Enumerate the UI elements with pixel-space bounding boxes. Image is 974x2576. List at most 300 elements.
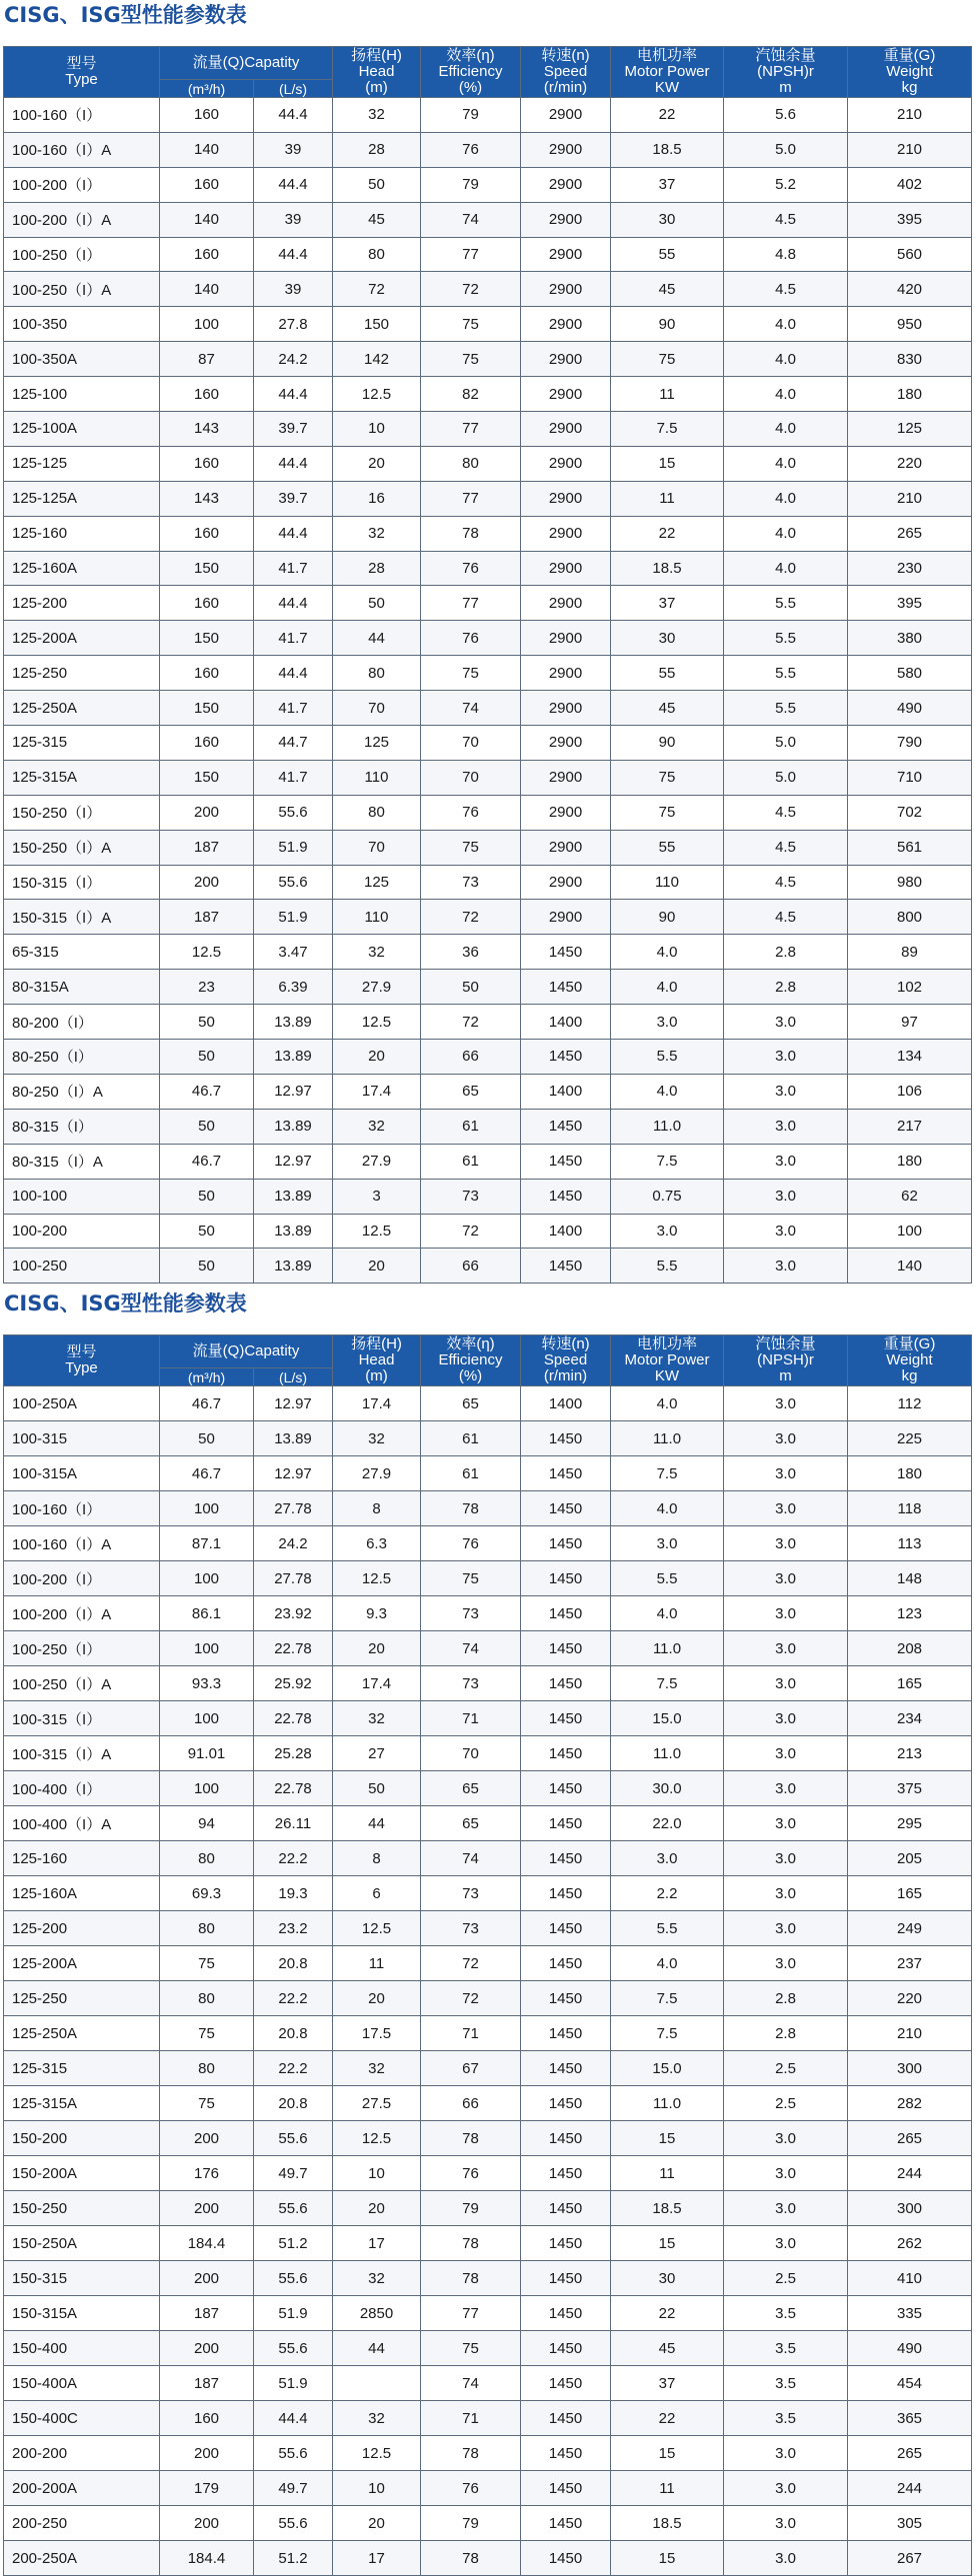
- cell-head: 6: [333, 1876, 421, 1911]
- cell-power: 15: [611, 2541, 724, 2576]
- cell-npsh: 3.0: [724, 1631, 848, 1666]
- cell-npsh: 5.5: [724, 621, 848, 656]
- cell-efficiency: 50: [421, 970, 521, 1005]
- cell-flow-ls: 23.92: [254, 1596, 333, 1631]
- cell-type: 100-400（I）A: [4, 1806, 160, 1841]
- cell-type: 125-100: [4, 377, 160, 412]
- cell-efficiency: 71: [421, 2016, 521, 2051]
- cell-weight: 335: [848, 2296, 972, 2331]
- col-header-head: 扬程(H) Head (m): [333, 1335, 421, 1386]
- cell-type: 125-250: [4, 1981, 160, 2016]
- cell-weight: 148: [848, 1561, 972, 1596]
- cell-flow-m3h: 184.4: [160, 2226, 254, 2261]
- cell-flow-ls: 13.89: [254, 1005, 333, 1040]
- cell-flow-m3h: 143: [160, 412, 254, 447]
- cell-weight: 410: [848, 2261, 972, 2296]
- cell-flow-ls: 44.7: [254, 726, 333, 761]
- cell-npsh: 2.8: [724, 970, 848, 1005]
- cell-flow-ls: 12.97: [254, 1144, 333, 1179]
- cell-weight: 295: [848, 1806, 972, 1841]
- cell-type: 150-315: [4, 2261, 160, 2296]
- cell-npsh: 3.0: [724, 1946, 848, 1981]
- cell-speed: 2900: [521, 516, 611, 551]
- table-row: [4, 935, 972, 970]
- col-header-flow-m3h: (m³/h): [160, 1368, 254, 1386]
- cell-power: 30.0: [611, 1771, 724, 1806]
- cell-efficiency: 61: [421, 1421, 521, 1456]
- cell-efficiency: 67: [421, 2051, 521, 2086]
- cell-flow-ls: 39: [254, 202, 333, 237]
- cell-flow-m3h: 100: [160, 1631, 254, 1666]
- cell-head: 17: [333, 2541, 421, 2576]
- cell-flow-ls: 55.6: [254, 795, 333, 830]
- cell-weight: 210: [848, 98, 972, 133]
- cell-flow-m3h: 100: [160, 1561, 254, 1596]
- cell-npsh: 3.0: [724, 2471, 848, 2506]
- cell-weight: 490: [848, 2331, 972, 2366]
- table-row: [4, 1421, 972, 1456]
- cell-efficiency: 72: [421, 1946, 521, 1981]
- cell-weight: 180: [848, 377, 972, 412]
- cell-speed: 2900: [521, 98, 611, 133]
- cell-npsh: 3.0: [724, 2156, 848, 2191]
- table-row: [4, 307, 972, 342]
- table-row: [4, 2086, 972, 2121]
- cell-head: 12.5: [333, 1561, 421, 1596]
- cell-power: 55: [611, 237, 724, 272]
- cell-flow-m3h: 75: [160, 2016, 254, 2051]
- cell-type: 200-200A: [4, 2471, 160, 2506]
- table-row: [4, 412, 972, 447]
- cell-speed: 1450: [521, 1421, 611, 1456]
- table-row: [4, 1214, 972, 1249]
- table-row: [4, 1179, 972, 1214]
- cell-npsh: 3.0: [724, 1666, 848, 1701]
- col-header-npsh: 汽蚀余量 (NPSH)r m: [724, 47, 848, 98]
- cell-type: 100-160（I）: [4, 98, 160, 133]
- cell-type: 100-250: [4, 1249, 160, 1284]
- cell-speed: 1450: [521, 935, 611, 970]
- cell-weight: 102: [848, 970, 972, 1005]
- cell-npsh: 3.0: [724, 2191, 848, 2226]
- cell-efficiency: 76: [421, 2156, 521, 2191]
- cell-flow-m3h: 100: [160, 1701, 254, 1736]
- cell-speed: 2900: [521, 900, 611, 935]
- cell-flow-m3h: 150: [160, 691, 254, 726]
- table-row: [4, 2366, 972, 2401]
- cell-speed: 1450: [521, 1596, 611, 1631]
- col-header-speed: 转速(n) Speed (r/min): [521, 1335, 611, 1386]
- table-row: [4, 2506, 972, 2541]
- cell-power: 15.0: [611, 2051, 724, 2086]
- cell-flow-ls: 55.6: [254, 2261, 333, 2296]
- cell-npsh: 4.5: [724, 900, 848, 935]
- cell-type: 100-250（I）A: [4, 1666, 160, 1701]
- cell-npsh: 5.0: [724, 726, 848, 761]
- col-header-flow-ls: (L/s): [254, 1368, 333, 1386]
- cell-flow-m3h: 184.4: [160, 2541, 254, 2576]
- table-row: [4, 272, 972, 307]
- col-header-type: 型号 Type: [4, 47, 160, 98]
- cell-npsh: 4.0: [724, 412, 848, 447]
- cell-power: 90: [611, 900, 724, 935]
- cell-type: 100-200（I）: [4, 1561, 160, 1596]
- table-row: [4, 2296, 972, 2331]
- cell-head: 6.3: [333, 1526, 421, 1561]
- cell-type: 80-200（I）: [4, 1005, 160, 1040]
- cell-speed: 2900: [521, 726, 611, 761]
- cell-flow-ls: 19.3: [254, 1876, 333, 1911]
- cell-type: 100-315（I）: [4, 1701, 160, 1736]
- cell-flow-ls: 51.9: [254, 830, 333, 865]
- cell-efficiency: 72: [421, 900, 521, 935]
- cell-head: 32: [333, 1701, 421, 1736]
- cell-flow-ls: 39: [254, 272, 333, 307]
- table-row: [4, 516, 972, 551]
- table-row: [4, 2016, 972, 2051]
- cell-flow-ls: 44.4: [254, 586, 333, 621]
- table-row: [4, 481, 972, 516]
- cell-head: 17: [333, 2226, 421, 2261]
- cell-flow-ls: 51.2: [254, 2226, 333, 2261]
- cell-type: 100-160（I）A: [4, 1526, 160, 1561]
- cell-efficiency: 61: [421, 1144, 521, 1179]
- cell-flow-m3h: 87: [160, 342, 254, 377]
- cell-flow-m3h: 187: [160, 900, 254, 935]
- cell-head: 20: [333, 1631, 421, 1666]
- cell-npsh: 3.0: [724, 1179, 848, 1214]
- cell-speed: 1450: [521, 2541, 611, 2576]
- cell-efficiency: 65: [421, 1074, 521, 1109]
- cell-type: 150-315A: [4, 2296, 160, 2331]
- cell-efficiency: 75: [421, 1561, 521, 1596]
- cell-power: 7.5: [611, 1666, 724, 1701]
- table-row: [4, 1596, 972, 1631]
- cell-head: 10: [333, 2156, 421, 2191]
- cell-npsh: 4.8: [724, 237, 848, 272]
- cell-flow-m3h: 46.7: [160, 1144, 254, 1179]
- cell-flow-m3h: 176: [160, 2156, 254, 2191]
- table-row: [4, 1526, 972, 1561]
- cell-type: 65-315: [4, 935, 160, 970]
- cell-efficiency: 74: [421, 1841, 521, 1876]
- cell-speed: 1450: [521, 1701, 611, 1736]
- cell-type: 200-250A: [4, 2541, 160, 2576]
- cell-weight: 380: [848, 621, 972, 656]
- cell-power: 18.5: [611, 551, 724, 586]
- cell-npsh: 2.5: [724, 2261, 848, 2296]
- cell-flow-m3h: 160: [160, 516, 254, 551]
- cell-efficiency: 78: [421, 2226, 521, 2261]
- cell-weight: 100: [848, 1214, 972, 1249]
- cell-power: 15.0: [611, 1701, 724, 1736]
- cell-weight: 265: [848, 2436, 972, 2471]
- cell-type: 125-160A: [4, 1876, 160, 1911]
- cell-npsh: 3.0: [724, 1876, 848, 1911]
- cell-flow-ls: 12.97: [254, 1074, 333, 1109]
- cell-flow-m3h: 50: [160, 1040, 254, 1075]
- cell-flow-m3h: 12.5: [160, 935, 254, 970]
- cell-efficiency: 66: [421, 1040, 521, 1075]
- cell-head: 9.3: [333, 1596, 421, 1631]
- table-row: [4, 970, 972, 1005]
- cell-type: 100-400（I）: [4, 1771, 160, 1806]
- cell-npsh: 3.0: [724, 1841, 848, 1876]
- cell-weight: 267: [848, 2541, 972, 2576]
- cell-efficiency: 75: [421, 307, 521, 342]
- table-row: [4, 2191, 972, 2226]
- table-row: [4, 1561, 972, 1596]
- cell-flow-ls: 55.6: [254, 865, 333, 900]
- cell-head: 125: [333, 865, 421, 900]
- cell-speed: 1450: [521, 1981, 611, 2016]
- cell-efficiency: 77: [421, 237, 521, 272]
- cell-npsh: 3.0: [724, 1561, 848, 1596]
- cell-speed: 2900: [521, 830, 611, 865]
- cell-flow-ls: 41.7: [254, 691, 333, 726]
- table-row: [4, 2226, 972, 2261]
- cell-power: 5.5: [611, 1561, 724, 1596]
- cell-weight: 561: [848, 830, 972, 865]
- table-row: [4, 1701, 972, 1736]
- cell-npsh: 3.5: [724, 2366, 848, 2401]
- cell-npsh: 5.0: [724, 132, 848, 167]
- cell-type: 125-125A: [4, 481, 160, 516]
- cell-efficiency: 72: [421, 272, 521, 307]
- cell-power: 22: [611, 2296, 724, 2331]
- cell-speed: 1450: [521, 1179, 611, 1214]
- cell-npsh: 3.0: [724, 1386, 848, 1421]
- cell-head: 27.9: [333, 1144, 421, 1179]
- cell-npsh: 4.0: [724, 516, 848, 551]
- cell-type: 125-250A: [4, 691, 160, 726]
- cell-flow-ls: 13.89: [254, 1179, 333, 1214]
- cell-power: 11: [611, 2156, 724, 2191]
- cell-npsh: 4.0: [724, 307, 848, 342]
- cell-npsh: 2.8: [724, 2016, 848, 2051]
- cell-flow-m3h: 46.7: [160, 1456, 254, 1491]
- cell-head: 32: [333, 1421, 421, 1456]
- cell-power: 7.5: [611, 1456, 724, 1491]
- cell-head: 80: [333, 656, 421, 691]
- cell-head: 27.5: [333, 2086, 421, 2121]
- cell-npsh: 3.0: [724, 1421, 848, 1456]
- cell-flow-ls: 44.4: [254, 516, 333, 551]
- cell-speed: 2900: [521, 342, 611, 377]
- cell-head: 50: [333, 167, 421, 202]
- cell-efficiency: 74: [421, 1631, 521, 1666]
- cell-speed: 1450: [521, 2121, 611, 2156]
- cell-flow-m3h: 200: [160, 2436, 254, 2471]
- table-row: [4, 377, 972, 412]
- cell-flow-ls: 49.7: [254, 2471, 333, 2506]
- cell-npsh: 3.0: [724, 1526, 848, 1561]
- cell-npsh: 4.5: [724, 202, 848, 237]
- cell-head: 10: [333, 412, 421, 447]
- cell-efficiency: 72: [421, 1981, 521, 2016]
- cell-speed: 2900: [521, 551, 611, 586]
- cell-flow-ls: 22.78: [254, 1771, 333, 1806]
- cell-npsh: 3.0: [724, 2436, 848, 2471]
- col-header-power: 电机功率 Motor Power KW: [611, 47, 724, 98]
- cell-flow-m3h: 140: [160, 132, 254, 167]
- cell-flow-m3h: 50: [160, 1249, 254, 1284]
- col-header-efficiency: 效率(η) Efficiency (%): [421, 47, 521, 98]
- cell-flow-m3h: 200: [160, 2191, 254, 2226]
- cell-flow-ls: 49.7: [254, 2156, 333, 2191]
- cell-speed: 1450: [521, 2226, 611, 2261]
- cell-flow-ls: 22.2: [254, 2051, 333, 2086]
- cell-type: 125-200A: [4, 1946, 160, 1981]
- cell-head: 80: [333, 795, 421, 830]
- cell-type: 150-200: [4, 2121, 160, 2156]
- cell-npsh: 5.5: [724, 656, 848, 691]
- cell-type: 100-250（I）: [4, 237, 160, 272]
- cell-flow-m3h: 200: [160, 2506, 254, 2541]
- cell-flow-m3h: 80: [160, 1981, 254, 2016]
- cell-type: 125-250: [4, 656, 160, 691]
- cell-flow-m3h: 140: [160, 202, 254, 237]
- cell-speed: 2900: [521, 167, 611, 202]
- cell-efficiency: 78: [421, 516, 521, 551]
- cell-flow-m3h: 160: [160, 726, 254, 761]
- cell-head: 70: [333, 830, 421, 865]
- cell-power: 45: [611, 2331, 724, 2366]
- cell-power: 5.5: [611, 1040, 724, 1075]
- table-row: [4, 1456, 972, 1491]
- cell-power: 55: [611, 830, 724, 865]
- cell-power: 3.0: [611, 1526, 724, 1561]
- cell-flow-ls: 44.4: [254, 446, 333, 481]
- cell-flow-m3h: 91.01: [160, 1736, 254, 1771]
- cell-efficiency: 80: [421, 446, 521, 481]
- cell-power: 15: [611, 2436, 724, 2471]
- cell-power: 11.0: [611, 1421, 724, 1456]
- cell-weight: 213: [848, 1736, 972, 1771]
- cell-npsh: 3.0: [724, 1074, 848, 1109]
- cell-head: 17.4: [333, 1386, 421, 1421]
- cell-flow-ls: 13.89: [254, 1109, 333, 1144]
- cell-weight: 244: [848, 2471, 972, 2506]
- table-row: [4, 1249, 972, 1284]
- cell-flow-ls: 55.6: [254, 2191, 333, 2226]
- cell-weight: 420: [848, 272, 972, 307]
- cell-flow-ls: 13.89: [254, 1249, 333, 1284]
- cell-flow-m3h: 50: [160, 1005, 254, 1040]
- cell-npsh: 3.0: [724, 1736, 848, 1771]
- cell-weight: 402: [848, 167, 972, 202]
- table-row: [4, 900, 972, 935]
- cell-speed: 1450: [521, 1144, 611, 1179]
- cell-head: 50: [333, 586, 421, 621]
- cell-speed: 1450: [521, 1806, 611, 1841]
- cell-speed: 1450: [521, 1561, 611, 1596]
- cell-head: 142: [333, 342, 421, 377]
- cell-speed: 2900: [521, 621, 611, 656]
- cell-flow-ls: 24.2: [254, 342, 333, 377]
- cell-flow-ls: 39.7: [254, 412, 333, 447]
- table-row: [4, 1666, 972, 1701]
- cell-efficiency: 75: [421, 342, 521, 377]
- table-row: [4, 1144, 972, 1179]
- cell-npsh: 3.0: [724, 1144, 848, 1179]
- cell-speed: 1450: [521, 2051, 611, 2086]
- cell-head: 12.5: [333, 2121, 421, 2156]
- cell-weight: 300: [848, 2051, 972, 2086]
- cell-efficiency: 70: [421, 1736, 521, 1771]
- cell-flow-ls: 22.2: [254, 1841, 333, 1876]
- cell-speed: 2900: [521, 865, 611, 900]
- cell-type: 125-315: [4, 2051, 160, 2086]
- cell-head: 12.5: [333, 1005, 421, 1040]
- cell-speed: 1450: [521, 1631, 611, 1666]
- cell-flow-ls: 41.7: [254, 551, 333, 586]
- cell-speed: 2900: [521, 795, 611, 830]
- cell-head: 110: [333, 900, 421, 935]
- cell-efficiency: 76: [421, 1526, 521, 1561]
- cell-npsh: 2.8: [724, 1981, 848, 2016]
- table-row: [4, 1109, 972, 1144]
- cell-speed: 2900: [521, 412, 611, 447]
- cell-type: 100-350A: [4, 342, 160, 377]
- cell-speed: 2900: [521, 760, 611, 795]
- cell-speed: 2900: [521, 586, 611, 621]
- cell-flow-m3h: 69.3: [160, 1876, 254, 1911]
- cell-npsh: 3.0: [724, 1214, 848, 1249]
- cell-flow-ls: 23.2: [254, 1911, 333, 1946]
- cell-efficiency: 82: [421, 377, 521, 412]
- cell-npsh: 5.5: [724, 586, 848, 621]
- cell-weight: 305: [848, 2506, 972, 2541]
- cell-flow-ls: 6.39: [254, 970, 333, 1005]
- cell-flow-m3h: 200: [160, 865, 254, 900]
- performance-table: [3, 1334, 972, 2576]
- cell-speed: 1450: [521, 1040, 611, 1075]
- cell-type: 125-200: [4, 586, 160, 621]
- cell-head: 27.9: [333, 1456, 421, 1491]
- table-row: [4, 1911, 972, 1946]
- cell-type: 150-315（I）: [4, 865, 160, 900]
- cell-speed: 1450: [521, 2471, 611, 2506]
- cell-efficiency: 73: [421, 865, 521, 900]
- cell-flow-ls: 39.7: [254, 481, 333, 516]
- cell-weight: 106: [848, 1074, 972, 1109]
- cell-weight: 97: [848, 1005, 972, 1040]
- cell-type: 100-160（I）A: [4, 132, 160, 167]
- cell-power: 22: [611, 2401, 724, 2436]
- cell-flow-m3h: 150: [160, 621, 254, 656]
- table-row: [4, 1771, 972, 1806]
- cell-weight: 237: [848, 1946, 972, 1981]
- col-header-flow: 流量(Q)Capatity: [160, 1335, 333, 1368]
- cell-type: 125-160: [4, 516, 160, 551]
- cell-type: 150-400: [4, 2331, 160, 2366]
- cell-speed: 1400: [521, 1214, 611, 1249]
- cell-flow-m3h: 94: [160, 1806, 254, 1841]
- cell-efficiency: 73: [421, 1596, 521, 1631]
- cell-flow-ls: 55.6: [254, 2506, 333, 2541]
- cell-weight: 220: [848, 1981, 972, 2016]
- cell-flow-m3h: 100: [160, 1491, 254, 1526]
- table-row: [4, 1736, 972, 1771]
- cell-flow-ls: 41.7: [254, 760, 333, 795]
- cell-power: 30: [611, 202, 724, 237]
- cell-flow-ls: 39: [254, 132, 333, 167]
- cell-power: 0.75: [611, 1179, 724, 1214]
- cell-flow-ls: 22.78: [254, 1631, 333, 1666]
- cell-weight: 210: [848, 2016, 972, 2051]
- cell-flow-m3h: 46.7: [160, 1386, 254, 1421]
